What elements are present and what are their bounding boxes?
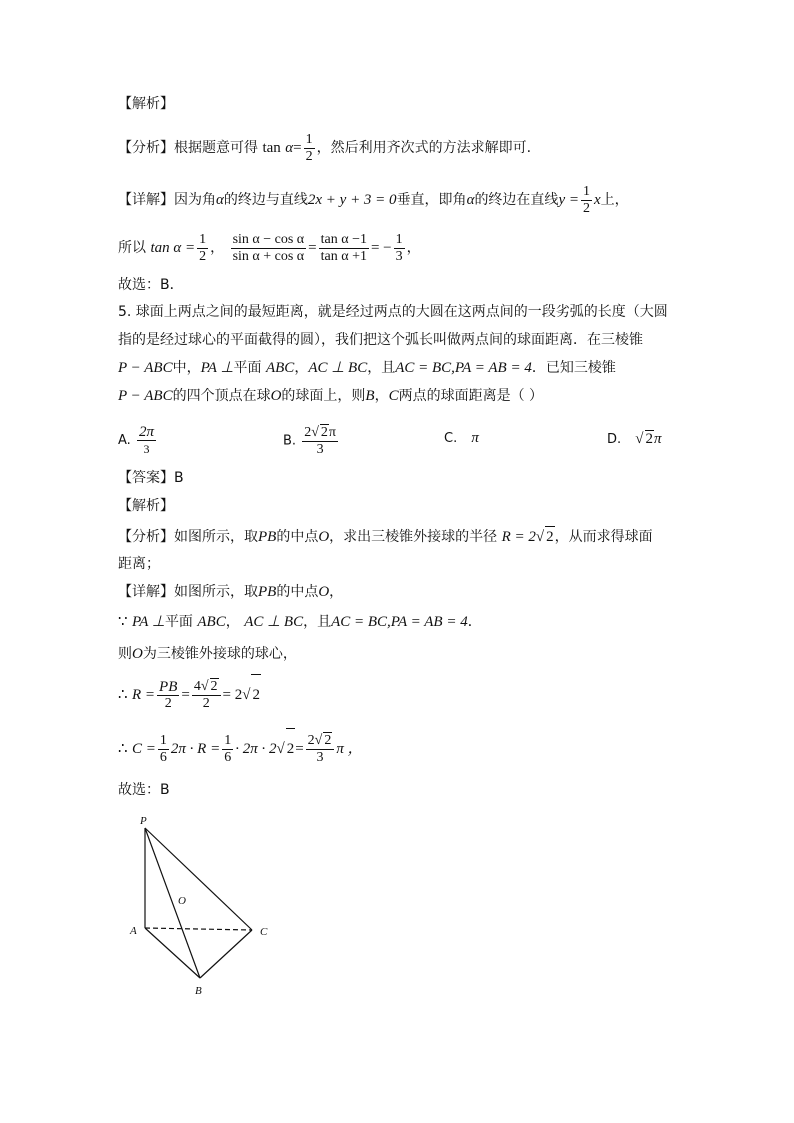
question-text: 两点的球面距离是（ ） [398, 388, 544, 404]
section-heading-analysis-2 [118, 496, 174, 516]
denominator: 6 [159, 749, 167, 765]
detail-tag: 【详解】 [118, 192, 174, 208]
numerator: 2√ 2 [306, 732, 335, 750]
option-b-value [302, 424, 338, 458]
fraction-pb-over-2 [157, 679, 179, 712]
section-heading-analysis [118, 94, 174, 114]
pi-symbol: π [328, 425, 336, 440]
radicand: 2 [324, 733, 332, 748]
math-expr: π ， [336, 741, 363, 757]
heading-text: 【解析】 [118, 96, 174, 112]
tan-symbol: tan [262, 140, 281, 156]
analysis-tag: 【分析】 [118, 529, 174, 545]
denominator: 3 [395, 248, 403, 264]
label-b: B [195, 985, 202, 997]
math-expr: P − ABC [118, 388, 173, 404]
fraction-one-half [197, 232, 208, 265]
x-variable: x [593, 192, 601, 208]
detail-text: 如图所示，取 [174, 584, 258, 600]
question-text: 指的是经过球心的平面截得的圆），我们把这个弧长叫做两点间的球面距离．在三棱锥 [118, 332, 643, 348]
numerator: 1 [224, 732, 232, 748]
choice-line-2 [118, 780, 170, 800]
choice-text: 故选：B [118, 782, 170, 798]
denominator: 3 [316, 750, 324, 765]
option-d-value: √ 2π [635, 431, 662, 447]
numerator: 1 [199, 231, 207, 247]
denominator: 2 [582, 200, 590, 216]
analysis-text: 如图所示，取 [174, 529, 258, 545]
detail-text: ． [467, 614, 482, 630]
numerator: tan α −1 [320, 231, 367, 247]
numerator: 2π [138, 424, 154, 440]
detail-paragraph-2 [118, 228, 421, 268]
therefore-symbol: ∴ [118, 687, 128, 703]
math-expr: O [318, 529, 330, 545]
question-text: ， [374, 388, 389, 404]
detail-text: ， [225, 614, 240, 630]
math-expr: PA ⊥ [132, 614, 165, 630]
math-expr: AC = BC,PA = AB = 4 [331, 614, 468, 630]
denominator: tan α +1 [320, 248, 367, 264]
fraction-one-third [394, 232, 405, 265]
sqrt-sign: √ [276, 741, 285, 757]
detail-text: ， [329, 584, 344, 600]
radicand: 2 [286, 728, 296, 769]
denominator: 2 [305, 148, 313, 164]
equals-minus: = − [370, 240, 392, 256]
coefficient: 2 [304, 425, 312, 440]
option-label: D. [607, 432, 622, 447]
question-text: 的四个顶点在球 [172, 388, 271, 404]
option-label: B. [283, 433, 297, 449]
y-equation: y = [558, 192, 579, 208]
question-5-line-3 [118, 358, 616, 378]
equals-sign: = [295, 741, 304, 757]
math-expr: PA ⊥ [200, 360, 234, 376]
analysis-text: ，从而求得球面 [554, 529, 653, 545]
fraction-2root2-over-3 [306, 732, 335, 766]
analysis-paragraph-2-cont [118, 554, 160, 574]
denominator: 2 [202, 696, 210, 711]
detail-paragraph-3 [118, 582, 343, 602]
label-c: C [260, 926, 268, 938]
fraction-tan [319, 232, 369, 265]
math-expr: R = [132, 687, 156, 703]
edge-ab [145, 928, 200, 978]
heading-text: 【解析】 [118, 498, 174, 514]
math-expr: O [318, 584, 330, 600]
math-expr: P − ABC [118, 360, 173, 376]
question-text: 中， [172, 360, 201, 376]
detail-paragraph-1 [118, 182, 629, 218]
math-expr: · 2π · 2 [235, 741, 277, 757]
answer-line [118, 468, 184, 488]
numerator: 2√ 2π [304, 425, 336, 440]
detail-text: 所以 [118, 240, 146, 256]
question-text: ，且 [367, 360, 396, 376]
analysis-paragraph [118, 130, 531, 166]
answer-text: 【答案】B [118, 470, 184, 486]
math-expr: O [132, 646, 143, 662]
comma: ， [406, 240, 421, 256]
math-expr: C [388, 388, 399, 404]
alpha-symbol: α [285, 140, 294, 156]
math-expr: ABC [265, 360, 295, 376]
math-expr: AC ⊥ BC [244, 614, 304, 630]
denominator: sin α + cos α [232, 248, 305, 264]
option-a[interactable] [118, 424, 158, 457]
detail-text: 为三棱锥外接球的球心， [142, 646, 297, 662]
math-expr: AC = BC,PA = AB = 4 [395, 360, 532, 376]
denominator: 3 [316, 442, 324, 457]
fraction-one-sixth [222, 733, 233, 766]
denominator: 2 [199, 248, 207, 264]
detail-text: 平面 [164, 614, 193, 630]
numerator: 1 [305, 131, 313, 147]
fraction-sin-cos [231, 232, 307, 265]
math-expr: O [270, 388, 282, 404]
option-c-value: π [471, 430, 479, 446]
detail-text: 因为角 [174, 192, 216, 208]
equals-expr: = 2 [222, 687, 243, 703]
edge-bc [200, 930, 252, 978]
detail-tag: 【详解】 [118, 584, 174, 600]
question-5-line-2 [118, 330, 643, 350]
coefficient: 2 [307, 733, 315, 748]
line-equation: 2x + y + 3 = 0 [307, 192, 397, 208]
question-text: 5. 球面上两点之间的最短距离，就是经过两点的大圆在这两点间的一段劣弧的长度（大圆 [118, 304, 668, 320]
label-a: A [130, 925, 137, 937]
edge-pb [145, 828, 200, 978]
option-b[interactable] [283, 424, 340, 458]
option-label: C. [444, 431, 458, 446]
equals-sign: = [308, 240, 317, 256]
numerator: sin α − cos α [232, 231, 305, 247]
pyramid-figure [120, 808, 290, 998]
detail-paragraph-7 [118, 728, 363, 769]
coefficient: 4 [193, 679, 201, 694]
math-expr: 2π · R = [170, 741, 221, 757]
option-c[interactable] [444, 430, 479, 447]
alpha-symbol: α [216, 192, 224, 208]
radicand: 2 [320, 425, 328, 440]
equals-sign: = [181, 687, 190, 703]
fraction-one-half [581, 184, 592, 217]
pi-symbol: π [654, 431, 662, 447]
tan-expression: tan α = [150, 240, 196, 256]
question-5-line-1 [118, 302, 668, 322]
option-d[interactable] [607, 430, 662, 448]
radicand: 2 [210, 679, 218, 694]
detail-text: 的终边在直线 [474, 192, 559, 208]
question-text: 平面 [233, 360, 262, 376]
analysis-tag: 【分析】 [118, 140, 174, 156]
option-label: A. [118, 433, 131, 448]
radicand: 2 [251, 674, 261, 715]
numerator: 1 [582, 183, 590, 199]
detail-text: 垂直，即角 [396, 192, 467, 208]
math-expr: PB [258, 529, 277, 545]
math-expr: PB [258, 584, 277, 600]
numerator: 1 [159, 732, 167, 748]
numerator: PB [159, 678, 178, 695]
detail-paragraph-6 [118, 674, 261, 715]
math-expr: C = [132, 741, 156, 757]
comma: ， [210, 240, 225, 256]
analysis-text-end: ，然后利用齐次式的方法求解即可. [316, 140, 532, 156]
analysis-text: 根据题意可得 [174, 140, 258, 156]
option-a-value [137, 424, 156, 457]
label-p: P [140, 815, 147, 827]
radius-expr: R = 2 [501, 529, 536, 545]
sqrt-sign: √ [535, 529, 545, 545]
denominator: 2 [164, 695, 172, 711]
detail-text: 则 [118, 646, 132, 662]
sqrt-sign: √ [242, 687, 251, 703]
edge-ac-hidden [145, 928, 252, 930]
detail-paragraph-5 [118, 644, 297, 664]
math-expr: B [365, 388, 375, 404]
question-text: ．已知三棱锥 [531, 360, 616, 376]
analysis-text: ，求出三棱锥外接球的半径 [329, 529, 498, 545]
denominator: 6 [224, 749, 232, 765]
question-text: ， [294, 360, 309, 376]
choice-text: 故选：B． [118, 277, 184, 293]
numerator: 4√ 2 [192, 678, 221, 696]
analysis-text: 的中点 [276, 529, 319, 545]
equals-sign: = [293, 140, 302, 156]
analysis-text: 距离； [118, 556, 160, 572]
question-text: 的球面上，则 [281, 388, 366, 404]
question-5-line-4 [118, 386, 543, 406]
math-expr: ABC [197, 614, 226, 630]
therefore-symbol: ∴ [118, 741, 128, 757]
fraction-one-half [304, 132, 315, 165]
detail-paragraph-4 [118, 612, 482, 632]
detail-text: ，且 [303, 614, 332, 630]
denominator: 3 [143, 442, 150, 456]
numerator: 1 [395, 231, 403, 247]
analysis-paragraph-2 [118, 526, 653, 547]
math-expr: AC ⊥ BC [308, 360, 368, 376]
radicand: 2 [545, 526, 555, 547]
fraction-one-sixth [158, 733, 169, 766]
since-symbol: ∵ [118, 614, 128, 630]
label-o: O [178, 895, 186, 907]
edge-pc [145, 828, 252, 930]
alpha-symbol: α [466, 192, 475, 208]
fraction-4root2-over-2 [192, 678, 221, 712]
detail-text: 上， [600, 192, 629, 208]
radicand: 2 [645, 431, 654, 447]
detail-text: 的中点 [276, 584, 319, 600]
choice-line-1 [118, 275, 184, 295]
detail-text: 的终边与直线 [223, 192, 308, 208]
